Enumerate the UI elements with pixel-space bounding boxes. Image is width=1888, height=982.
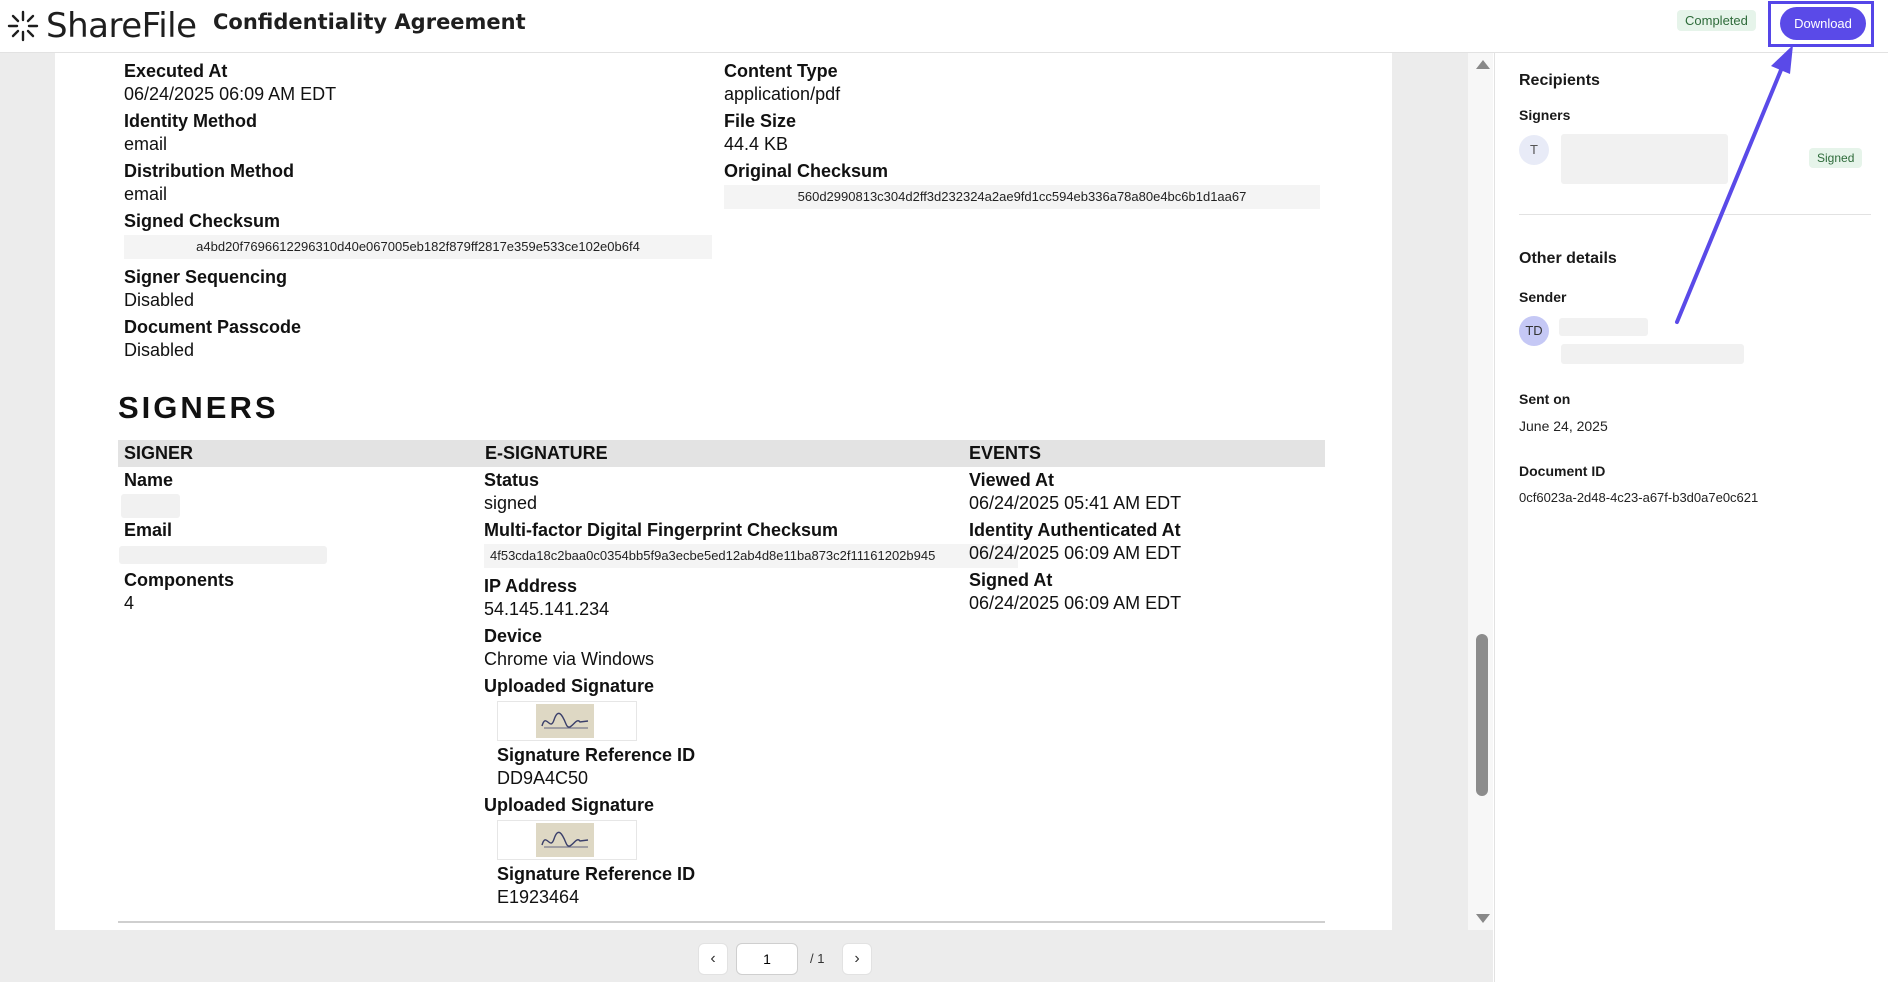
col-header-esignature: E-SIGNATURE [485,443,608,463]
document-viewer[interactable] [0,53,1493,982]
recipients-heading: Recipients [1519,72,1600,89]
document-title: Confidentiality Agreement [213,10,526,34]
app-header [0,0,1888,53]
signature-scribble-icon-2 [536,823,594,857]
signed-at-value: 06/24/2025 06:09 AM EDT [969,593,1182,613]
signers-label: Signers [1519,107,1571,123]
signer-avatar: T [1519,135,1549,165]
page-total: / 1 [810,951,825,966]
panel-divider [1519,214,1871,215]
document-id-label: Document ID [1519,463,1606,479]
original-checksum-label: Original Checksum [724,161,889,181]
viewed-at-value: 06/24/2025 05:41 AM EDT [969,493,1182,513]
signature-scribble-icon [536,704,594,738]
identity-authenticated-at-label: Identity Authenticated At [969,520,1181,540]
esig-status-value: signed [484,493,538,513]
signer-email-redacted [119,546,327,564]
sharefile-logo[interactable] [6,6,197,46]
components-label: Components [124,570,234,590]
distribution-method-label: Distribution Method [124,161,294,181]
document-scrollbar[interactable] [1468,53,1493,930]
sender-name-redacted [1559,318,1648,336]
sent-on-label: Sent on [1519,391,1571,407]
page-number-input[interactable] [736,943,798,975]
signature-thumbnail-2 [536,823,594,857]
distribution-method-value: email [124,184,168,204]
signed-at-label: Signed At [969,570,1053,590]
content-type-value: application/pdf [724,84,841,104]
signature-reference-id-value: DD9A4C50 [497,768,589,788]
uploaded-signature-image-2 [497,820,637,860]
signer-status-badge: Signed [1809,148,1862,168]
scroll-down-arrow-icon[interactable] [1476,914,1490,923]
identity-method-value: email [124,134,168,154]
mfa-checksum-label: Multi-factor Digital Fingerprint Checksum [484,520,839,540]
document-page [55,53,1392,930]
download-button[interactable]: Download [1780,7,1866,40]
signed-checksum-label: Signed Checksum [124,211,281,231]
esig-status-label: Status [484,470,540,490]
sharefile-logo-icon [6,9,40,43]
signers-section-title: SIGNERS [118,390,279,425]
signer-email-label: Email [124,520,173,540]
content-type-label: Content Type [724,61,838,81]
col-header-signer: SIGNER [124,443,194,463]
ip-address-label: IP Address [484,576,578,596]
status-badge: Completed [1677,10,1756,31]
sender-label: Sender [1519,289,1567,305]
identity-authenticated-at-value: 06/24/2025 06:09 AM EDT [969,543,1182,563]
details-panel [1494,53,1888,982]
uploaded-signature-label: Uploaded Signature [484,676,655,696]
ip-address-value: 54.145.141.234 [484,599,610,619]
executed-at-label: Executed At [124,61,228,81]
sender-email-redacted [1561,344,1744,364]
file-size-label: File Size [724,111,797,131]
document-id-value: 0cf6023a-2d48-4c23-a67f-b3d0a7e0c621 [1519,490,1759,505]
device-label: Device [484,626,543,646]
viewed-at-label: Viewed At [969,470,1055,490]
brand-name: ShareFile [46,6,197,46]
signers-table-header [118,440,1325,467]
scroll-up-arrow-icon[interactable] [1476,60,1490,69]
mfa-checksum-value: 4f53cda18c2baa0c0354bb5f9a3ecbe5ed12ab4d8e11ba873c2f11161202b945 [484,544,1018,568]
signature-thumbnail [536,704,594,738]
next-page-button[interactable]: › [842,943,872,975]
scrollbar-thumb[interactable] [1476,634,1488,796]
executed-at-value: 06/24/2025 06:09 AM EDT [124,84,337,104]
file-size-value: 44.4 KB [724,134,789,154]
col-header-events: EVENTS [969,443,1042,463]
signer-sequencing-label: Signer Sequencing [124,267,288,287]
signer-info-redacted [1561,134,1728,184]
document-passcode-value: Disabled [124,340,195,360]
uploaded-signature-image [497,701,637,741]
signature-reference-id-value-2: E1923464 [497,887,580,907]
table-bottom-rule [118,921,1325,923]
sender-avatar: TD [1519,316,1549,346]
document-passcode-label: Document Passcode [124,317,302,337]
components-value: 4 [124,593,135,613]
previous-page-button[interactable]: ‹ [698,943,728,975]
other-details-heading: Other details [1519,250,1617,267]
original-checksum-value: 560d2990813c304d2ff3d232324a2ae9fd1cc594eb336a78a80e4bc6b1d1aa67 [724,185,1320,209]
signature-reference-id-label: Signature Reference ID [497,745,696,765]
identity-method-label: Identity Method [124,111,257,131]
uploaded-signature-label-2: Uploaded Signature [484,795,655,815]
signature-reference-id-label-2: Signature Reference ID [497,864,696,884]
signer-name-redacted [121,494,180,518]
signer-name-label: Name [124,470,174,490]
signer-sequencing-value: Disabled [124,290,195,310]
device-value: Chrome via Windows [484,649,655,669]
signed-checksum-value: a4bd20f7696612296310d40e067005eb182f879ff2817e359e533ce102e0b6f4 [124,235,712,259]
sent-on-value: June 24, 2025 [1519,418,1608,434]
